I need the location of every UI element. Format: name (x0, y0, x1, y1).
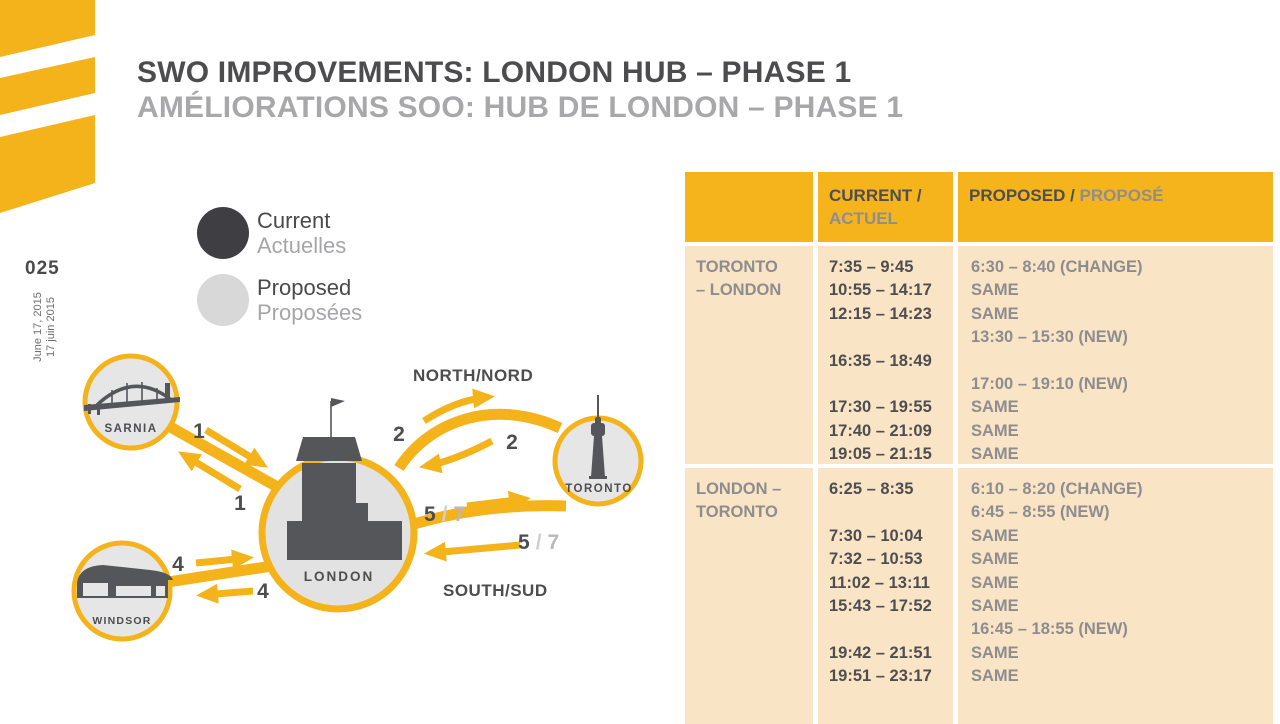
route-label-london-toronto (685, 468, 813, 724)
table-line (829, 618, 953, 641)
legend-current-label-fr: Actuelles (257, 233, 347, 258)
table-line (971, 350, 1273, 373)
table-line: SAME (971, 667, 1019, 686)
table-line (829, 373, 953, 396)
table-line: 17:40 – 21:09 (829, 421, 932, 440)
table-line: SAME (971, 281, 1019, 300)
legend-proposed-label-fr: Proposées (257, 300, 363, 325)
current-times-toronto-london (818, 246, 953, 464)
table-line (829, 326, 953, 349)
table-line: 17:00 – 19:10 (NEW) (971, 374, 1128, 393)
count-south-current: 5 (424, 503, 436, 526)
legend-current-label-en: Current (257, 208, 331, 233)
table-line: 16:45 – 18:55 (NEW) (971, 620, 1128, 639)
arrow-toronto-to-london-south (431, 545, 520, 553)
proposed-header-fr: PROPOSÉ (1079, 186, 1164, 205)
proposed-column-header (958, 172, 1273, 242)
track-london-toronto-north (399, 414, 560, 468)
table-line: SAME (971, 421, 1019, 440)
table-line: 6:25 – 8:35 (829, 480, 914, 498)
proposed-header-en: PROPOSED / (969, 186, 1075, 205)
table-line: 7:35 – 9:45 (829, 258, 914, 276)
table-line: SAME (971, 398, 1019, 417)
slide-title-french: AMÉLIORATIONS SOO: HUB DE LONDON – PHASE 1 (137, 91, 904, 124)
table-line: SAME (971, 526, 1019, 545)
current-header-fr: ACTUEL (829, 209, 898, 228)
current-header-en: CURRENT / (829, 186, 922, 205)
south-direction-label: SOUTH/SUD (443, 581, 548, 600)
table-line: 7:32 – 10:53 (829, 550, 923, 569)
table-line: TORONTO (696, 258, 778, 276)
table-line: SAME (971, 550, 1019, 569)
hub-diagram (0, 340, 690, 724)
table-line: LONDON – (696, 480, 782, 498)
table-line: 6:45 – 8:55 (NEW) (971, 503, 1110, 522)
current-times-london-toronto (818, 468, 953, 724)
london-label: LONDON (303, 569, 375, 584)
legend (197, 207, 362, 341)
current-legend-dot (197, 207, 249, 259)
windsor-label: WINDSOR (92, 615, 152, 627)
table-line: 7:30 – 10:04 (829, 526, 923, 545)
via-logo-stripes (0, 0, 95, 213)
count-london-to-sarnia: 1 (234, 492, 246, 515)
count-south-proposed: 7 (453, 503, 466, 526)
current-column-header (818, 172, 953, 242)
table-line: SAME (971, 445, 1019, 464)
via-rail-logo (0, 0, 95, 220)
table-line: 19:51 – 23:17 (829, 667, 932, 686)
date-french: 17 juin 2015 (45, 297, 57, 357)
table-line: 19:42 – 21:51 (829, 643, 932, 662)
table-line: 6:10 – 8:20 (CHANGE) (971, 480, 1143, 498)
north-direction-label: NORTH/NORD (413, 366, 534, 385)
legend-current-row (197, 207, 362, 259)
proposed-times-toronto-london (958, 246, 1273, 464)
date-english: June 17, 2015 (32, 292, 44, 362)
page-number: 025 (25, 258, 60, 279)
count-south-separator: / (441, 503, 448, 526)
table-line: SAME (971, 304, 1019, 323)
proposed-times-london-toronto (958, 468, 1273, 724)
table-line: 10:55 – 14:17 (829, 281, 932, 300)
count-south-eastbound (424, 503, 465, 526)
arrow-london-to-windsor (203, 591, 253, 595)
route-label-toronto-london (685, 246, 813, 464)
table-line: 16:35 – 18:49 (829, 351, 932, 370)
legend-proposed-label-en: Proposed (257, 275, 352, 300)
count-sarnia-to-london: 1 (193, 420, 205, 443)
table-line: 11:02 – 13:11 (829, 573, 930, 592)
table-line: 13:30 – 15:30 (NEW) (971, 328, 1128, 347)
table-line (829, 501, 953, 524)
toronto-label: TORONTO (565, 483, 633, 495)
count-south-proposed-2: 7 (547, 531, 560, 554)
table-line: SAME (971, 573, 1019, 592)
arrow-toronto-to-london-north (426, 441, 492, 466)
schedule-table (685, 172, 1273, 724)
table-corner-cell (685, 172, 813, 242)
title-block (137, 56, 903, 125)
table-line: 15:43 – 17:52 (829, 596, 932, 615)
count-south-current-2: 5 (518, 531, 530, 554)
table-line: 6:30 – 8:40 (CHANGE) (971, 258, 1143, 276)
table-line: – LONDON (696, 281, 782, 300)
count-north-to-toronto: 2 (393, 423, 405, 446)
slide-title-english: SWO IMPROVEMENTS: LONDON HUB – PHASE 1 (137, 56, 852, 89)
proposed-legend-dot (197, 274, 249, 326)
count-london-to-windsor: 4 (257, 580, 269, 603)
table-line: 17:30 – 19:55 (829, 398, 932, 417)
sarnia-label: SARNIA (104, 423, 158, 435)
count-windsor-to-london: 4 (172, 553, 184, 576)
table-line: SAME (971, 643, 1019, 662)
arrow-windsor-to-london (196, 558, 247, 563)
count-south-westbound (518, 531, 559, 554)
count-south-separator-2: / (535, 531, 542, 554)
table-line: 19:05 – 21:15 (829, 445, 932, 464)
count-north-to-london: 2 (506, 431, 518, 454)
table-line: 12:15 – 14:23 (829, 304, 932, 323)
table-line: TORONTO (696, 503, 778, 522)
table-line: SAME (971, 596, 1019, 615)
legend-proposed-row (197, 274, 362, 326)
